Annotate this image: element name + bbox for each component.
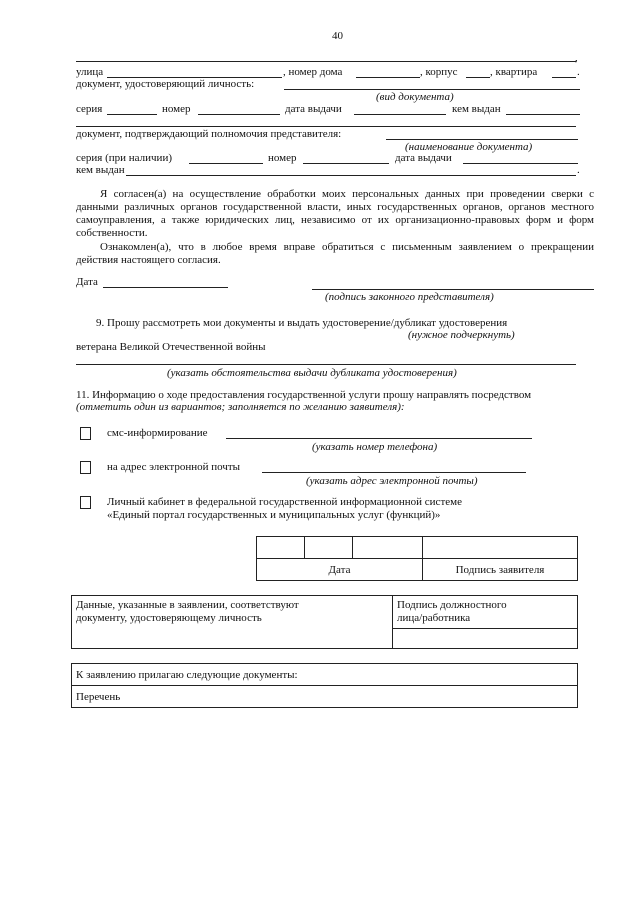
rep-hint: (наименование документа)	[405, 141, 533, 153]
applicant-signature-cell[interactable]	[423, 537, 578, 559]
house-label: , номер дома	[283, 66, 343, 78]
consent-sign-line[interactable]	[312, 289, 594, 290]
consent-date-label: Дата	[76, 276, 98, 288]
attachments-table	[71, 663, 578, 708]
official-sign-caption-1: Подпись должностного	[397, 599, 507, 611]
trail-comma: ,	[575, 52, 578, 64]
apartment-label: , квартира	[490, 66, 538, 78]
item9-reason-line[interactable]	[76, 364, 576, 365]
option-sms-label: смс-информирование	[107, 427, 208, 439]
rep-label: документ, подтверждающий полномочия представителя:	[76, 128, 342, 140]
identity-type-line[interactable]	[284, 89, 580, 90]
identity-number-label: номер	[162, 103, 191, 115]
option-email-checkbox[interactable]	[80, 461, 91, 474]
official-sign-caption-2: лица/работника	[397, 612, 471, 624]
option-email-label: на адрес электронной почты	[107, 461, 241, 473]
identity-series-label: серия	[76, 103, 103, 115]
identity-label: документ, удостоверяющий личность:	[76, 78, 255, 90]
identity-issuedby-label: кем выдан	[452, 103, 501, 115]
verification-text-1: Данные, указанные в заявлении, соответствуют	[76, 599, 299, 611]
date-year-cell[interactable]	[353, 537, 423, 559]
verification-text-cell	[72, 596, 393, 649]
rep-issuedby-label: кем выдан	[76, 164, 125, 176]
option-email-line[interactable]	[262, 472, 526, 473]
identity-date-label: дата выдачи	[285, 103, 342, 115]
identity-date-line[interactable]	[354, 114, 446, 115]
consent-paragraph-2: Ознакомлен(а), что в любое время вправе обратиться с письменным заявлением о прекращении действия настоящего согласия.	[76, 241, 594, 266]
trail-dot: .	[577, 66, 580, 78]
house-line[interactable]	[356, 77, 420, 78]
official-signature-cell[interactable]	[393, 629, 578, 649]
item11-line1: 11. Информацию о ходе предоставления государственной услуги прошу направлять посредством	[76, 389, 532, 401]
option-sms-phone-line[interactable]	[226, 438, 532, 439]
address-top-line	[76, 61, 576, 62]
identity-extra-line[interactable]	[76, 126, 576, 127]
option-sms-checkbox[interactable]	[80, 427, 91, 440]
option-email-hint: (указать адрес электронной почты)	[306, 475, 478, 487]
date-month-cell[interactable]	[305, 537, 353, 559]
rep-trail-dot: .	[577, 164, 580, 176]
option-sms-hint: (указать номер телефона)	[312, 441, 438, 453]
page-number: 40	[332, 30, 343, 42]
option-portal-checkbox[interactable]	[80, 496, 91, 509]
consent-date-line[interactable]	[103, 287, 228, 288]
applicant-sign-table	[256, 536, 578, 581]
item9-line1: 9. Прошу рассмотреть мои документы и выдать удостоверение/дубликат удостоверения	[96, 317, 508, 329]
consent-paragraph-1: Я согласен(а) на осуществление обработки моих персональных данных при проведении сверки с данными различных органов государственной власти, иных государственных органов, органов местного самоуправления, а также юридических лиц, независимо от их организационно-правовых форм и форм собственности.	[76, 188, 594, 239]
option-portal-label-1: Личный кабинет в федеральной государственной информационной системе	[107, 496, 462, 508]
item11-line2: (отметить один из вариантов; заполняется по желанию заявителя):	[76, 401, 405, 413]
date-day-cell[interactable]	[257, 537, 305, 559]
rep-date-line[interactable]	[463, 163, 578, 164]
apartment-line[interactable]	[552, 77, 576, 78]
identity-series-line[interactable]	[107, 114, 157, 115]
item9-line2: ветерана Великой Отечественной войны	[76, 341, 266, 353]
attachments-header: К заявлению прилагаю следующие документы:	[72, 664, 578, 686]
rep-series-line[interactable]	[189, 163, 263, 164]
identity-hint: (вид документа)	[376, 91, 454, 103]
option-portal-label-2: «Единый портал государственных и муниципальных услуг (функций)»	[107, 509, 441, 521]
verification-table	[71, 595, 578, 649]
attachments-list-cell[interactable]: Перечень	[72, 686, 578, 708]
rep-number-label: номер	[268, 152, 297, 164]
building-label: , корпус	[420, 66, 458, 78]
rep-issuedby-line[interactable]	[126, 175, 576, 176]
building-line[interactable]	[466, 77, 490, 78]
identity-issuedby-line[interactable]	[506, 114, 580, 115]
verification-text-2: документу, удостоверяющему личность	[76, 612, 262, 624]
item9-reason-hint: (указать обстоятельства выдачи дубликата удостоверения)	[167, 367, 457, 379]
item9-underline-hint: (нужное подчеркнуть)	[408, 329, 515, 341]
rep-date-label: дата выдачи	[395, 152, 452, 164]
identity-number-line[interactable]	[198, 114, 280, 115]
date-caption: Дата	[257, 559, 423, 581]
street-label: улица	[76, 66, 104, 78]
rep-series-label: серия (при наличии)	[76, 152, 172, 164]
consent-sign-hint: (подпись законного представителя)	[325, 291, 494, 303]
rep-type-line[interactable]	[386, 139, 578, 140]
official-sign-caption-cell	[393, 596, 578, 629]
rep-number-line[interactable]	[303, 163, 389, 164]
signature-caption: Подпись заявителя	[423, 559, 578, 581]
